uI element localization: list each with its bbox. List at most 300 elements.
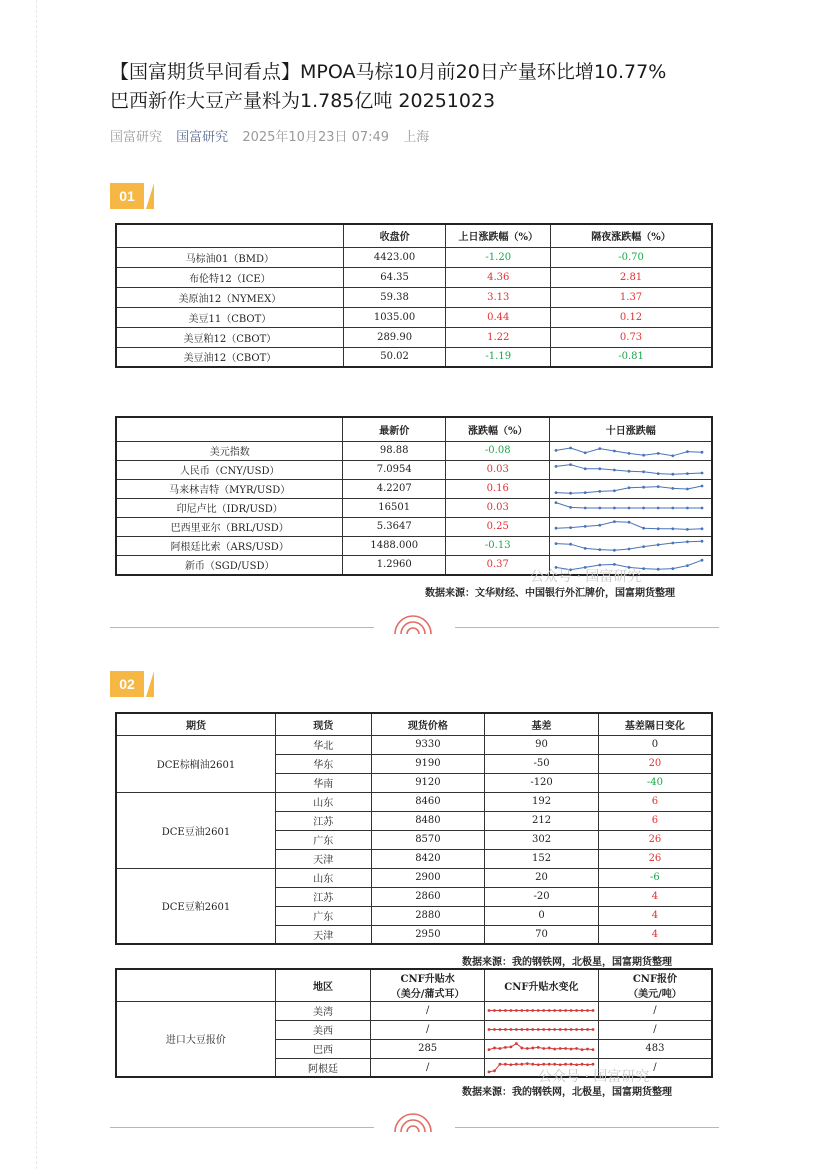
instrument-name: 美原油12（NYMEX） — [116, 287, 343, 307]
sparkline-point — [520, 1063, 523, 1066]
latest-price: 16501 — [343, 498, 446, 517]
header-line: CNF升贴水 — [400, 974, 455, 986]
sparkline-point — [553, 1063, 556, 1066]
sparkline-point — [537, 1028, 540, 1031]
sparkline-point — [592, 1028, 595, 1031]
sparkline-point — [657, 452, 660, 455]
ten-day-trend-cell — [550, 460, 712, 479]
sparkline-point — [553, 1009, 556, 1012]
sparkline-point — [488, 1070, 491, 1073]
sparkline-chart — [550, 499, 708, 517]
sparkline-point — [559, 1028, 562, 1031]
sparkline-point — [548, 1009, 551, 1012]
sparkline-point — [570, 1028, 573, 1031]
basis-change: 4 — [598, 925, 712, 944]
basis-value: 20 — [485, 868, 599, 887]
sparkline-point — [531, 1047, 534, 1050]
sparkline-point — [520, 1009, 523, 1012]
sparkline-point — [555, 465, 558, 468]
spot-region: 广东 — [275, 906, 371, 925]
sparkline-line — [556, 464, 702, 474]
section-number: 01 — [110, 183, 144, 209]
basis-value: -50 — [485, 754, 599, 773]
sparkline-point — [542, 1063, 545, 1066]
ten-day-trend-cell — [550, 517, 712, 536]
spot-price: 9120 — [371, 773, 485, 792]
basis-value: 90 — [485, 735, 599, 754]
basis-change: -6 — [598, 868, 712, 887]
basis-value: 152 — [485, 849, 599, 868]
column-header: 十日涨跌幅 — [550, 417, 712, 441]
sparkline-point — [701, 484, 704, 487]
import-group-label: 进口大豆报价 — [116, 1001, 275, 1077]
sparkline-point — [581, 1048, 584, 1051]
sparkline-point — [584, 506, 587, 509]
data-source-note: 数据来源：文华财经、中国银行外汇牌价，国富期货整理 — [425, 588, 675, 599]
instrument-name: 马棕油01（BMD） — [116, 247, 343, 267]
spot-price: 8460 — [371, 792, 485, 811]
instrument-name: 美豆粕12（CBOT） — [116, 327, 343, 347]
sparkline-point — [570, 1048, 573, 1051]
sparkline-point — [628, 452, 631, 455]
sparkline-point — [672, 567, 675, 570]
header-line: （美分/蒲式耳） — [390, 989, 465, 1001]
sparkline-point — [586, 1028, 589, 1031]
column-header — [116, 224, 343, 247]
table-row — [116, 247, 712, 267]
change-pct: 0.16 — [446, 479, 550, 498]
spot-region: 天津 — [275, 925, 371, 944]
sparkline-chart — [550, 442, 708, 460]
prev-day-change: 1.22 — [446, 327, 551, 347]
instrument-name: 美豆油12（CBOT） — [116, 347, 343, 367]
sparkline-point — [701, 450, 704, 453]
basis-table — [115, 712, 713, 945]
sparkline-point — [553, 1048, 556, 1051]
article-title — [110, 58, 750, 116]
sparkline-point — [531, 1028, 534, 1031]
spot-price: 9190 — [371, 754, 485, 773]
basis-value: 70 — [485, 925, 599, 944]
basis-change: 4 — [598, 887, 712, 906]
prev-day-change: 0.44 — [446, 307, 551, 327]
sparkline-point — [509, 1009, 512, 1012]
region-name: 阿根廷 — [275, 1058, 371, 1077]
spot-region: 华东 — [275, 754, 371, 773]
sparkline-point — [548, 1047, 551, 1050]
spot-region: 山东 — [275, 792, 371, 811]
sparkline-point — [509, 1028, 512, 1031]
sparkline-point — [570, 526, 573, 529]
spot-price: 8420 — [371, 849, 485, 868]
sparkline-point — [493, 1009, 496, 1012]
cnf-quote: / — [598, 1020, 712, 1039]
sparkline-point — [488, 1048, 491, 1051]
column-header: 期货 — [116, 713, 275, 735]
table-row — [116, 347, 712, 367]
change-pct: 0.37 — [446, 555, 550, 575]
sparkline-point — [599, 523, 602, 526]
spot-region: 天津 — [275, 849, 371, 868]
sparkline-point — [628, 486, 631, 489]
spot-price: 9330 — [371, 735, 485, 754]
sparkline-point — [498, 1063, 501, 1066]
sparkline-point — [613, 468, 616, 471]
fx-name: 新币（SGD/USD） — [116, 555, 343, 575]
sparkline-point — [657, 567, 660, 570]
latest-price: 4.2207 — [343, 479, 446, 498]
sparkline-point — [592, 1063, 595, 1066]
spot-price: 8480 — [371, 811, 485, 830]
overnight-change: 0.12 — [551, 307, 712, 327]
sparkline-point — [555, 542, 558, 545]
sparkline-point — [504, 1063, 507, 1066]
sparkline-point — [548, 1063, 551, 1066]
table-row — [116, 287, 712, 307]
sparkline-point — [613, 506, 616, 509]
latest-price: 1.2960 — [343, 555, 446, 575]
sparkline-point — [686, 487, 689, 490]
divider-right — [455, 627, 719, 628]
column-header: 上日涨跌幅（%） — [446, 224, 551, 247]
sparkline-point — [488, 1028, 491, 1031]
sparkline-point — [570, 506, 573, 509]
prev-day-change: -1.20 — [446, 247, 551, 267]
close-price: 64.35 — [343, 267, 446, 287]
cnf-premium: / — [371, 1058, 485, 1077]
sparkline-point — [531, 1009, 534, 1012]
sparkline-point — [548, 1028, 551, 1031]
cnf-quote: 483 — [598, 1039, 712, 1058]
sparkline-point — [581, 1063, 584, 1066]
column-header: 基差 — [485, 713, 599, 735]
cloud-ornament-icon — [390, 1112, 436, 1134]
sparkline-point — [553, 1028, 556, 1031]
column-header: 最新价 — [343, 417, 446, 441]
sparkline-point — [570, 463, 573, 466]
sparkline-point — [570, 491, 573, 494]
futures-price-table — [115, 223, 713, 368]
cnf-quote: / — [598, 1001, 712, 1020]
column-header: CNF升贴水变化 — [484, 969, 598, 1001]
instrument-name: 布伦特12（ICE） — [116, 267, 343, 287]
basis-change: 4 — [598, 906, 712, 925]
sparkline-point — [575, 1047, 578, 1050]
sparkline-point — [686, 506, 689, 509]
sparkline-point — [657, 472, 660, 475]
fx-name: 美元指数 — [116, 441, 343, 460]
fx-name: 马来林吉特（MYR/USD） — [116, 479, 343, 498]
cnf-premium: 285 — [371, 1039, 485, 1058]
sparkline-point — [584, 491, 587, 494]
sparkline-point — [526, 1028, 529, 1031]
article-meta — [110, 126, 439, 145]
change-pct: 0.03 — [446, 498, 550, 517]
tag-slash-decoration — [146, 671, 154, 697]
column-header: 收盘价 — [343, 224, 446, 247]
import-source-note: 数据来源：我的钢铁网，北极星，国富期货整理 — [462, 1087, 672, 1098]
sparkline-point — [504, 1009, 507, 1012]
column-header — [116, 417, 343, 441]
divider-right-2 — [455, 1127, 719, 1128]
header-line: CNF报价 — [632, 974, 678, 986]
sparkline-point — [657, 543, 660, 546]
region-name: 巴西 — [275, 1039, 371, 1058]
sparkline-point — [555, 501, 558, 504]
sparkline-point — [701, 471, 704, 474]
sparkline-point — [592, 1048, 595, 1051]
close-price: 50.02 — [343, 347, 446, 367]
fx-name: 人民币（CNY/USD） — [116, 460, 343, 479]
sparkline-point — [564, 1047, 567, 1050]
spot-price: 2880 — [371, 906, 485, 925]
sparkline-point — [520, 1028, 523, 1031]
sparkline-point — [657, 506, 660, 509]
sparkline-point — [570, 542, 573, 545]
sparkline-point — [672, 487, 675, 490]
cnf-quote: / — [598, 1058, 712, 1077]
header-line: （美元/吨） — [628, 989, 682, 1001]
sparkline-point — [515, 1028, 518, 1031]
sparkline-chart — [550, 518, 708, 536]
sparkline-point — [599, 506, 602, 509]
table-row — [116, 460, 712, 479]
sparkline-point — [599, 548, 602, 551]
latest-price: 1488.000 — [343, 536, 446, 555]
basis-change: 6 — [598, 792, 712, 811]
sparkline-point — [509, 1045, 512, 1048]
spot-region: 广东 — [275, 830, 371, 849]
sparkline-point — [701, 506, 704, 509]
sparkline-point — [498, 1047, 501, 1050]
sparkline-point — [643, 567, 646, 570]
sparkline-point — [493, 1047, 496, 1050]
prev-day-change: -1.19 — [446, 347, 551, 367]
basis-value: 192 — [485, 792, 599, 811]
column-header — [371, 969, 485, 1001]
sparkline-chart — [485, 1002, 597, 1019]
sparkline-point — [509, 1063, 512, 1066]
sparkline-point — [564, 1009, 567, 1012]
ten-day-trend-cell — [550, 441, 712, 460]
sparkline-point — [488, 1009, 491, 1012]
basis-change: 6 — [598, 811, 712, 830]
sparkline-point — [628, 469, 631, 472]
sparkline-point — [643, 526, 646, 529]
overnight-change: 1.37 — [551, 287, 712, 307]
sparkline-point — [586, 1009, 589, 1012]
table-header-row — [116, 224, 712, 247]
spot-price: 8570 — [371, 830, 485, 849]
account-link[interactable]: 国富研究 — [176, 130, 229, 145]
sparkline-point — [701, 539, 704, 542]
sparkline-chart — [485, 1021, 597, 1038]
sparkline-point — [701, 558, 704, 561]
sparkline-point — [643, 453, 646, 456]
column-header: 隔夜涨跌幅（%） — [551, 224, 712, 247]
sparkline-point — [526, 1009, 529, 1012]
sparkline-chart — [550, 480, 708, 498]
sparkline-point — [599, 447, 602, 450]
sparkline-chart — [550, 537, 708, 555]
sparkline-point — [570, 1009, 573, 1012]
sparkline-point — [570, 1063, 573, 1066]
overnight-change: -0.81 — [551, 347, 712, 367]
sparkline-point — [672, 472, 675, 475]
sparkline-point — [701, 527, 704, 530]
sparkline-point — [555, 491, 558, 494]
futures-contract: DCE豆油2601 — [116, 792, 275, 868]
table-header-row — [116, 713, 712, 735]
table-row — [116, 735, 712, 754]
sparkline-chart — [550, 461, 708, 479]
column-header: 现货价格 — [371, 713, 485, 735]
sparkline-point — [584, 467, 587, 470]
section-number: 02 — [110, 671, 144, 697]
sparkline-point — [586, 1048, 589, 1051]
column-header-blank — [116, 969, 275, 1001]
sparkline-point — [493, 1069, 496, 1072]
author-label: 国富研究 — [110, 130, 163, 145]
fx-index-table — [115, 416, 713, 576]
change-pct: 0.25 — [446, 517, 550, 536]
sparkline-point — [526, 1062, 529, 1065]
spot-region: 江苏 — [275, 811, 371, 830]
import-soybean-table — [115, 968, 713, 1078]
sparkline-point — [643, 506, 646, 509]
sparkline-point — [498, 1009, 501, 1012]
sparkline-point — [584, 547, 587, 550]
cnf-premium: / — [371, 1001, 485, 1020]
publish-datetime: 2025年10月23日 07:49 — [242, 130, 390, 145]
watermark-text-2: 公众号 · 国富研究 — [538, 1069, 650, 1085]
divider-left — [110, 627, 374, 628]
sparkline-point — [657, 527, 660, 530]
table-row — [116, 307, 712, 327]
ten-day-trend-cell — [550, 479, 712, 498]
cnf-premium: / — [371, 1020, 485, 1039]
column-header — [598, 969, 712, 1001]
sparkline-point — [599, 467, 602, 470]
overnight-change: 2.81 — [551, 267, 712, 287]
instrument-name: 美豆11（CBOT） — [116, 307, 343, 327]
spot-region: 江苏 — [275, 887, 371, 906]
table-row — [116, 267, 712, 287]
sparkline-point — [613, 563, 616, 566]
sparkline-point — [570, 446, 573, 449]
change-pct: -0.13 — [446, 536, 550, 555]
sparkline-point — [526, 1047, 529, 1050]
sparkline-point — [498, 1028, 501, 1031]
publish-location: 上海 — [403, 130, 430, 145]
table-header-row — [116, 417, 712, 441]
basis-change: 20 — [598, 754, 712, 773]
sparkline-point — [542, 1009, 545, 1012]
overnight-change: 0.73 — [551, 327, 712, 347]
sparkline-point — [628, 547, 631, 550]
sparkline-point — [515, 1042, 518, 1045]
column-header: 现货 — [275, 713, 371, 735]
basis-change: -40 — [598, 773, 712, 792]
title-line-1: 【国富期货早间看点】MPOA马棕10月前20日产量环比增10.77% — [110, 61, 667, 83]
spot-price: 2900 — [371, 868, 485, 887]
spot-region: 山东 — [275, 868, 371, 887]
close-price: 1035.00 — [343, 307, 446, 327]
sparkline-point — [628, 520, 631, 523]
region-name: 美西 — [275, 1020, 371, 1039]
tag-slash-decoration — [146, 183, 154, 209]
sparkline-point — [592, 1009, 595, 1012]
region-name: 美湾 — [275, 1001, 371, 1020]
fx-name: 巴西里亚尔（BRL/USD） — [116, 517, 343, 536]
overnight-change: -0.70 — [551, 247, 712, 267]
basis-value: 212 — [485, 811, 599, 830]
prev-day-change: 3.13 — [446, 287, 551, 307]
sparkline-point — [531, 1063, 534, 1066]
sparkline-point — [542, 1047, 545, 1050]
sparkline-point — [613, 548, 616, 551]
sparkline-point — [581, 1009, 584, 1012]
cloud-ornament-icon — [390, 614, 436, 636]
sparkline-point — [575, 1028, 578, 1031]
basis-change: 26 — [598, 849, 712, 868]
sparkline-point — [643, 545, 646, 548]
sparkline-point — [686, 450, 689, 453]
sparkline-point — [686, 528, 689, 531]
sparkline-point — [581, 1028, 584, 1031]
sparkline-point — [584, 451, 587, 454]
sparkline-point — [686, 540, 689, 543]
table-header-row — [116, 969, 712, 1001]
table-row — [116, 1001, 712, 1020]
watermark-text: 公众号 · 国富研究 — [530, 569, 642, 585]
page-edge — [36, 0, 38, 1169]
change-pct: 0.03 — [446, 460, 550, 479]
sparkline-point — [672, 506, 675, 509]
fx-name: 阿根廷比索（ARS/USD） — [116, 536, 343, 555]
sparkline-point — [686, 564, 689, 567]
basis-value: -120 — [485, 773, 599, 792]
premium-trend-cell — [484, 1001, 598, 1020]
latest-price: 5.3647 — [343, 517, 446, 536]
section-tag-02 — [110, 671, 156, 697]
sparkline-point — [555, 526, 558, 529]
table-row — [116, 441, 712, 460]
sparkline-point — [564, 1063, 567, 1066]
sparkline-point — [537, 1009, 540, 1012]
sparkline-point — [504, 1046, 507, 1049]
prev-day-change: 4.36 — [446, 267, 551, 287]
spot-region: 华北 — [275, 735, 371, 754]
ten-day-trend-cell — [550, 498, 712, 517]
sparkline-point — [672, 527, 675, 530]
close-price: 59.38 — [343, 287, 446, 307]
close-price: 4423.00 — [343, 247, 446, 267]
title-line-2: 巴西新作大豆产量料为1.785亿吨 20251023 — [110, 90, 496, 112]
premium-trend-cell — [484, 1020, 598, 1039]
sparkline-point — [584, 525, 587, 528]
sparkline-point — [559, 1009, 562, 1012]
sparkline-point — [672, 541, 675, 544]
sparkline-point — [643, 485, 646, 488]
sparkline-point — [555, 449, 558, 452]
basis-value: 302 — [485, 830, 599, 849]
sparkline-point — [628, 506, 631, 509]
sparkline-point — [575, 1009, 578, 1012]
fx-name: 印尼卢比（IDR/USD） — [116, 498, 343, 517]
sparkline-point — [493, 1028, 496, 1031]
spot-price: 2860 — [371, 887, 485, 906]
